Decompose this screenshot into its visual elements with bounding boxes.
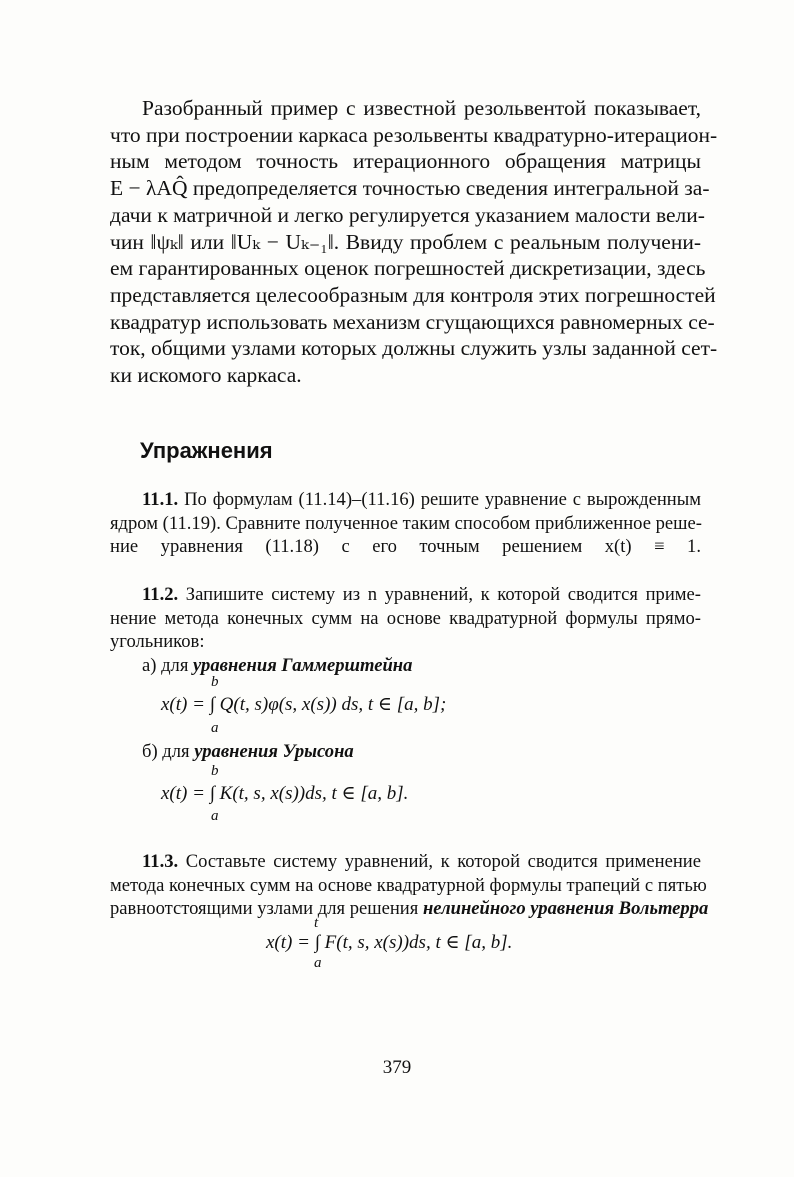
integral-lower-limit: a [211,808,219,824]
integral-upper-limit: b [211,674,219,690]
text-line [110,583,701,607]
text-line [110,850,701,874]
text-span: Запишите систему из n уравнений, к которой сводится приме- [185,584,701,605]
text-line: квадратур использовать механизм сгущающихся равномерных се- [110,309,715,334]
exercise-number: 11.1. [142,489,179,510]
text-line: угольников: [110,631,205,652]
text-span: равноотстоящими узлами для решения [110,898,419,919]
text-line: ки искомого каркаса. [110,363,302,388]
text-line: дачи к матричной и легко регулируется указанием малости вели- [110,202,705,227]
text-span: Составьте систему уравнений, к которой сводится применение [185,851,701,872]
text-line [110,897,709,921]
text-span: По формулам (11.14)–(11.16) решите уравнение с вырожденным [184,489,701,510]
text-line: ем гарантированных оценок погрешностей дискретизации, здесь [110,256,706,281]
equation-name: уравнения Гаммерштейна [193,655,413,676]
equation-name: уравнения Урысона [194,741,354,762]
text-line: ток, общими узлами которых должны служить узлы заданной сет- [110,336,718,361]
text-line: представляется целесообразным для контроля этих погрешностей [110,282,716,307]
text-line: нение метода конечных сумм на основе квадратурной формулы прямо- [110,607,701,629]
text-span: а) для [142,655,189,676]
hammerstein-formula: x(t) = ∫ Q(t, s)φ(s, x(s)) ds, t ∈ [a, b]; [161,694,447,715]
item-b-label [142,741,354,763]
intro-paragraph [110,95,718,389]
volterra-formula: x(t) = ∫ F(t, s, x(s))ds, t ∈ [a, b]. [266,932,513,953]
equation-name: нелинейного уравнения Вольтерра [422,898,709,919]
text-line: Разобранный пример с известной резольвентой показывает, [142,96,701,120]
integral-upper-limit: t [314,915,319,931]
item-a-label [142,655,412,677]
text-line [110,488,701,512]
exercise-11-3 [110,850,709,921]
text-line: метода конечных сумм на основе квадратурной формулы трапеций с пятью [110,874,707,896]
exercise-number: 11.2. [142,584,179,605]
text-line: ние уравнения (11.18) с его точным решением x(t) ≡ 1. [110,536,701,557]
integral-lower-limit: a [314,955,322,971]
text-span: б) для [142,741,190,762]
urysohn-formula: x(t) = ∫ K(t, s, x(s))ds, t ∈ [a, b]. [161,783,409,804]
text-line: E − λAQ̂ предопределяется точностью сведения интегральной за- [110,176,710,201]
integral-lower-limit: a [211,720,219,736]
exercise-number: 11.3. [142,851,179,872]
section-heading: Упражнения [140,438,273,463]
text-line: ным методом точность итерационного обращения матрицы [110,149,701,174]
text-line: чин ‖ψₖ‖ или ‖Uₖ − Uₖ₋₁‖. Ввиду проблем с реальным получени- [110,229,701,254]
page-number: 379 [382,1057,412,1078]
exercise-11-1 [110,488,701,559]
integral-upper-limit: b [211,763,219,779]
text-line: ядром (11.19). Сравните полученное таким способом приближенное реше- [110,512,702,534]
text-line: что при построении каркаса резольвенты квадратурно-итерацион- [110,122,718,147]
exercise-11-2 [110,583,701,654]
